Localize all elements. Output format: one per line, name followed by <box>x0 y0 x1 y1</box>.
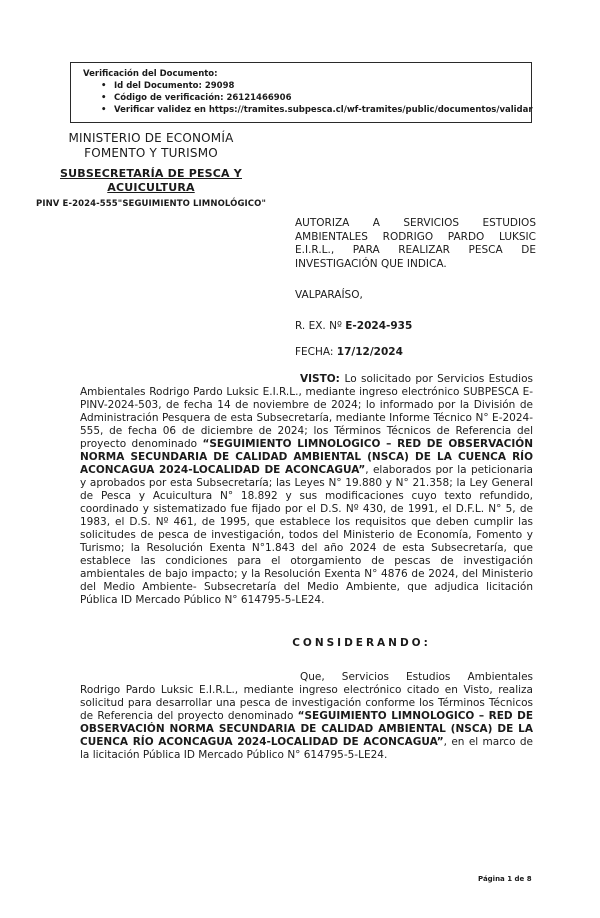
verification-item-text: Verificar validez en https://tramites.subpesca.cl/wf-tramites/public/documentos/validar <box>114 105 533 115</box>
resolution-number-line <box>295 320 536 334</box>
date-line <box>295 346 536 360</box>
verification-item-text: Código de verificación: 26121466906 <box>114 93 292 103</box>
letterhead <box>35 131 267 195</box>
city-line: VALPARAÍSO, <box>295 289 363 301</box>
visto-text-2: , elaborados por la peticionaria y aprobados por esta Subsecretaría; las Leyes N° 19.880 y N° 21.358; la Ley General de Pesca y Acuicultura N° 18.892 y sus modificaciones cuyo texto refundido, coordinado y sistematizado fue fijado por el D.S. Nº 430, de 1991, el D.F.L. N° 5, de 1983, el D.S. Nº 461, de 1995, que establece los requisitos que deben cumplir las solicitudes de pesca de investigación, todos del Ministerio de Economía, Fomento y Turismo; la Resolución Exenta N°1.843 del año 2024 de esta Subsecretaría, que establece las condiciones para el otorgamiento de pescas de investigación ambientales de bajo impacto; y la Resolución Exenta N° 4876 de 2024, del Ministerio del Medio Ambiente- Subsecretaría del Medio Ambiente, que adjudica licitación Pública ID Mercado Público N° 614795-5-LE24. <box>80 464 533 606</box>
project-title: “SEGUIMIENTO LIMNOLOGICO – RED DE OBSERVACIÓN NORMA SECUNDARIA DE CALIDAD AMBIENTAL (NSCA) DE LA CUENCA RÍO ACONCAGUA 2024-LOCALIDAD DE ACONCAGUA” <box>80 438 533 476</box>
date-label: FECHA: <box>295 346 337 358</box>
visto-paragraph <box>80 373 533 607</box>
bullet-icon: • <box>101 105 107 115</box>
bullet-icon: • <box>101 93 107 103</box>
project-title: “SEGUIMIENTO LIMNOLOGICO – RED DE OBSERVACIÓN NORMA SECUNDARIA DE CALIDAD AMBIENTAL (NSCA) DE LA CUENCA RÍO ACONCAGUA 2024-LOCALIDAD DE ACONCAGUA” <box>80 710 534 748</box>
considerando-heading: CONSIDERANDO: <box>292 637 431 649</box>
resolution-label: R. EX. Nº <box>295 319 346 332</box>
resolution-number: E-2024-935 <box>345 319 413 332</box>
verification-item <box>83 80 526 92</box>
verification-item-text: Id del Documento: 29098 <box>114 81 235 91</box>
resolution-subject: AUTORIZA A SERVICIOS ESTUDIOS AMBIENTALES RODRIGO PARDO LUKSIC E.I.R.L., PARA REALIZAR PESCA DE INVESTIGACIÓN QUE INDICA. <box>295 217 536 270</box>
subsecretaria-line1: SUBSECRETARÍA DE PESCA Y <box>60 167 242 180</box>
ministry-name-line2: FOMENTO Y TURISMO <box>84 146 218 160</box>
ministry-name-line1: MINISTERIO DE ECONOMÍA <box>68 131 234 145</box>
verification-box <box>70 62 532 123</box>
visto-label: VISTO: <box>300 373 345 385</box>
verification-item <box>83 92 526 104</box>
heading-block <box>295 217 536 360</box>
page-number: Página 1 de 8 <box>478 875 532 883</box>
verification-item <box>83 104 533 116</box>
document-reference: PINV E-2024-555"SEGUIMIENTO LIMNOLÓGICO" <box>36 199 266 209</box>
body-block <box>80 373 533 762</box>
verification-title: Verificación del Documento: <box>83 69 218 79</box>
considerando-paragraph <box>80 671 533 762</box>
subsecretaria-line2: ACUICULTURA <box>107 181 195 194</box>
considerando-text-1: Que, Servicios Estudios Ambientales Rodrigo Pardo Luksic E.I.R.L., mediante ingreso electrónico citado en Visto, realiza solicitud para desarrollar una pesca de investigación conforme los Términos Técnicos de Referencia del proyecto denominado <box>80 671 533 722</box>
considerando-text-2: , en el marco de la licitación Pública ID Mercado Público N° 614795-5-LE24. <box>80 736 533 761</box>
date-value: 17/12/2024 <box>336 346 403 358</box>
bullet-icon: • <box>101 81 107 91</box>
visto-text-1: Lo solicitado por Servicios Estudios Ambientales Rodrigo Pardo Luksic E.I.R.L., mediante ingreso electrónico SUBPESCA E-PINV-2024-503, de fecha 14 de noviembre de 2024; lo informado por la División de Administración Pesquera de esta Subsecretaría, mediante Informe Técnico N° E-2024-555, de fecha 06 de diciembre de 2024; los Términos Técnicos de Referencia del proyecto denominado <box>80 373 533 450</box>
